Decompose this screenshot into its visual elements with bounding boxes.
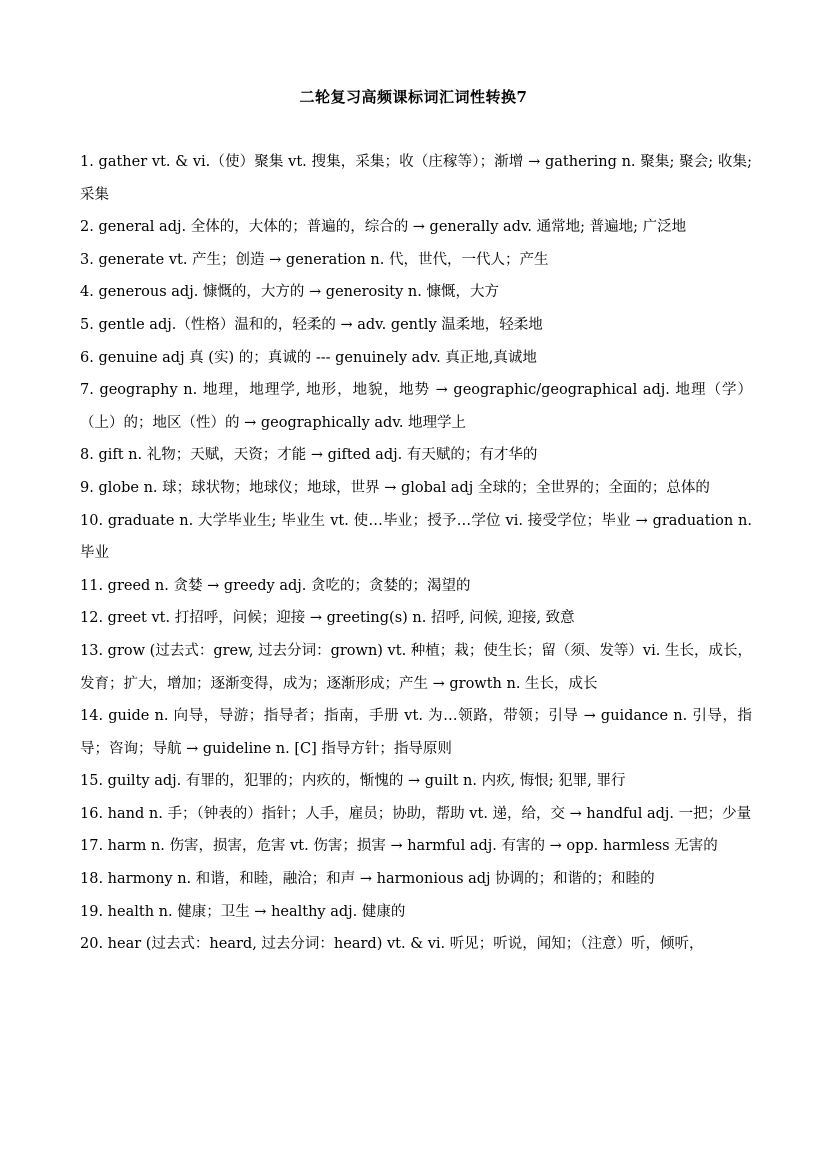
list-item: 18. harmony n. 和谐，和睦，融洽；和声 → harmonious adj 协调的；和谐的；和睦的 [80, 871, 655, 888]
list-item: 7. geography n. 地理，地理学, 地形，地貌，地势 → geographic/geographical adj. 地理（学）（上）的；地区（性）的 → geographically adv. 地理学上 [80, 382, 752, 431]
list-item: 17. harm n. 伤害，损害，危害 vt. 伤害；损害 → harmful adj. 有害的 → opp. harmless 无害的 [80, 838, 718, 855]
list-item: 19. health n. 健康；卫生 → healthy adj. 健康的 [80, 903, 406, 920]
list-item: 13. grow (过去式：grew, 过去分词：grown) vt. 种植；栽；使生长；留（须、发等）vi. 生长，成长，发育；扩大，增加；逐渐变得，成为；逐渐形成；产生 → growth n. 生长，成长 [80, 642, 752, 692]
page-title: 二轮复习高频课标词汇词性转换7 [299, 88, 528, 106]
list-item: 1. gather vt. & vi.（使）聚集 vt. 搜集，采集；收（庄稼等）；渐增 → gathering n. 聚集; 聚会; 收集; 采集 [80, 154, 752, 203]
vocabulary-list [80, 146, 752, 961]
list-item: 11. greed n. 贪婪 → greedy adj. 贪吃的；贪婪的；渴望的 [80, 577, 471, 594]
list-item: 2. general adj. 全体的，大体的；普遍的，综合的 → generally adv. 通常地; 普遍地; 广泛地 [80, 219, 687, 236]
list-item: 10. graduate n. 大学毕业生; 毕业生 vt. 使…毕业；授予…学位 vi. 接受学位；毕业 → graduation n. 毕业 [80, 512, 752, 562]
list-item: 16. hand n. 手；（钟表的）指针；人手，雇员；协助，帮助 vt. 递，给，交 → handful adj. 一把；少量 [80, 805, 752, 822]
list-item: 8. gift n. 礼物；天赋，天资；才能 → gifted adj. 有天赋的；有才华的 [80, 447, 538, 464]
list-item: 6. genuine adj 真 (实) 的；真诚的 --- genuinely adv. 真正地,真诚地 [80, 349, 537, 366]
list-item: 20. hear (过去式：heard, 过去分词：heard) vt. & vi. 听见；听说，闻知；（注意）听，倾听， [80, 936, 704, 953]
list-item: 5. gentle adj.（性格）温和的，轻柔的 → adv. gently 温柔地，轻柔地 [80, 316, 543, 333]
list-item: 3. generate vt. 产生；创造 → generation n. 代，世代，一代人；产生 [80, 251, 549, 268]
list-item: 9. globe n. 球；球状物；地球仪；地球，世界 → global adj 全球的；全世界的；全面的；总体的 [80, 479, 710, 496]
list-item: 12. greet vt. 打招呼，问候；迎接 → greeting(s) n. 招呼, 问候, 迎接, 致意 [80, 610, 575, 627]
list-item: 14. guide n. 向导，导游；指导者；指南，手册 vt. 为…领路，带领；引导 → guidance n. 引导，指导；咨询；导航 → guideline n. [C] 指导方针；指导原则 [80, 708, 752, 757]
list-item: 15. guilty adj. 有罪的，犯罪的；内疚的，惭愧的 → guilt n. 内疚, 悔恨; 犯罪, 罪行 [80, 773, 626, 790]
list-item: 4. generous adj. 慷慨的，大方的 → generosity n. 慷慨，大方 [80, 284, 499, 301]
